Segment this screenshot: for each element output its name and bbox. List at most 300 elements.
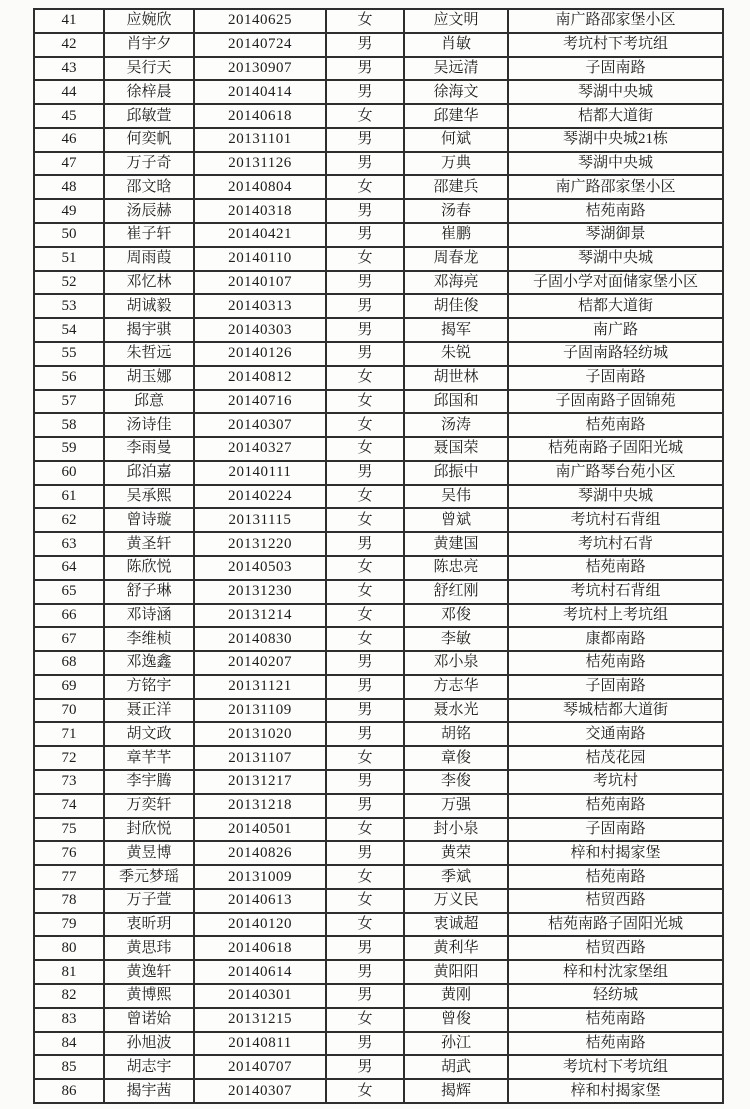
gender-cell: 男 (326, 675, 404, 699)
parent-name-cell: 季斌 (404, 865, 508, 889)
birth-date-cell: 20140120 (194, 913, 326, 937)
address-cell: 桔苑南路 (508, 1032, 723, 1056)
gender-cell: 男 (326, 199, 404, 223)
birth-date-cell: 20140707 (194, 1055, 326, 1079)
row-number-cell: 70 (34, 699, 104, 723)
birth-date-cell: 20140313 (194, 294, 326, 318)
gender-cell: 男 (326, 960, 404, 984)
child-name-cell: 何奕帆 (104, 128, 194, 152)
row-number-cell: 42 (34, 33, 104, 57)
table-row (34, 57, 723, 81)
child-name-cell: 曾诗璇 (104, 508, 194, 532)
child-name-cell: 黄思玮 (104, 936, 194, 960)
parent-name-cell: 方志华 (404, 675, 508, 699)
gender-cell: 男 (326, 936, 404, 960)
row-number-cell: 60 (34, 461, 104, 485)
gender-cell: 女 (326, 865, 404, 889)
gender-cell: 女 (326, 508, 404, 532)
address-cell: 桔茂花园 (508, 746, 723, 770)
table-row (34, 699, 723, 723)
gender-cell: 男 (326, 342, 404, 366)
gender-cell: 男 (326, 271, 404, 295)
gender-cell: 男 (326, 1055, 404, 1079)
table-row (34, 984, 723, 1008)
gender-cell: 男 (326, 33, 404, 57)
child-name-cell: 崔子轩 (104, 223, 194, 247)
row-number-cell: 67 (34, 627, 104, 651)
address-cell: 桔苑南路 (508, 556, 723, 580)
table-row (34, 247, 723, 271)
birth-date-cell: 20140830 (194, 627, 326, 651)
address-cell: 桔都大道街 (508, 294, 723, 318)
address-cell: 子固南路 (508, 675, 723, 699)
birth-date-cell: 20140716 (194, 390, 326, 414)
table-row (34, 413, 723, 437)
birth-date-cell: 20140303 (194, 318, 326, 342)
table-row (34, 271, 723, 295)
child-name-cell: 胡文政 (104, 722, 194, 746)
gender-cell: 女 (326, 746, 404, 770)
child-name-cell: 肖宇夕 (104, 33, 194, 57)
address-cell: 轻纺城 (508, 984, 723, 1008)
gender-cell: 女 (326, 627, 404, 651)
child-name-cell: 封欣悦 (104, 818, 194, 842)
row-number-cell: 57 (34, 390, 104, 414)
child-name-cell: 孙旭波 (104, 1032, 194, 1056)
gender-cell: 男 (326, 152, 404, 176)
birth-date-cell: 20140110 (194, 247, 326, 271)
child-name-cell: 徐梓晨 (104, 80, 194, 104)
child-name-cell: 李宇腾 (104, 770, 194, 794)
address-cell: 桔苑南路 (508, 794, 723, 818)
gender-cell: 女 (326, 366, 404, 390)
table-row (34, 508, 723, 532)
address-cell: 琴湖御景 (508, 223, 723, 247)
row-number-cell: 74 (34, 794, 104, 818)
row-number-cell: 52 (34, 271, 104, 295)
birth-date-cell: 20131218 (194, 794, 326, 818)
student-roster-table (33, 8, 724, 1104)
gender-cell: 男 (326, 461, 404, 485)
parent-name-cell: 胡铭 (404, 722, 508, 746)
table-row (34, 936, 723, 960)
row-number-cell: 45 (34, 104, 104, 128)
table-row (34, 818, 723, 842)
parent-name-cell: 揭辉 (404, 1079, 508, 1103)
table-row (34, 651, 723, 675)
birth-date-cell: 20140503 (194, 556, 326, 580)
row-number-cell: 59 (34, 437, 104, 461)
child-name-cell: 吴行天 (104, 57, 194, 81)
birth-date-cell: 20140318 (194, 199, 326, 223)
birth-date-cell: 20140724 (194, 33, 326, 57)
gender-cell: 男 (326, 1032, 404, 1056)
parent-name-cell: 邵建兵 (404, 175, 508, 199)
address-cell: 考坑村上考坑组 (508, 604, 723, 628)
child-name-cell: 舒子琳 (104, 580, 194, 604)
birth-date-cell: 20140111 (194, 461, 326, 485)
row-number-cell: 79 (34, 913, 104, 937)
table-row (34, 889, 723, 913)
parent-name-cell: 汤涛 (404, 413, 508, 437)
parent-name-cell: 黄荣 (404, 841, 508, 865)
address-cell: 子固南路 (508, 818, 723, 842)
row-number-cell: 75 (34, 818, 104, 842)
child-name-cell: 李雨曼 (104, 437, 194, 461)
parent-name-cell: 邱国和 (404, 390, 508, 414)
row-number-cell: 47 (34, 152, 104, 176)
table-row (34, 841, 723, 865)
row-number-cell: 81 (34, 960, 104, 984)
parent-name-cell: 徐海文 (404, 80, 508, 104)
address-cell: 桔苑南路子固阳光城 (508, 913, 723, 937)
birth-date-cell: 20140826 (194, 841, 326, 865)
address-cell: 南广路邵家堡小区 (508, 175, 723, 199)
row-number-cell: 43 (34, 57, 104, 81)
row-number-cell: 58 (34, 413, 104, 437)
birth-date-cell: 20140107 (194, 271, 326, 295)
parent-name-cell: 章俊 (404, 746, 508, 770)
table-row (34, 175, 723, 199)
gender-cell: 男 (326, 318, 404, 342)
birth-date-cell: 20140614 (194, 960, 326, 984)
table-row (34, 104, 723, 128)
row-number-cell: 80 (34, 936, 104, 960)
row-number-cell: 72 (34, 746, 104, 770)
birth-date-cell: 20140126 (194, 342, 326, 366)
parent-name-cell: 黄建国 (404, 532, 508, 556)
child-name-cell: 章芊芊 (104, 746, 194, 770)
parent-name-cell: 黄利华 (404, 936, 508, 960)
birth-date-cell: 20131107 (194, 746, 326, 770)
table-row (34, 627, 723, 651)
row-number-cell: 69 (34, 675, 104, 699)
address-cell: 康都南路 (508, 627, 723, 651)
gender-cell: 女 (326, 247, 404, 271)
parent-name-cell: 胡佳俊 (404, 294, 508, 318)
table-row (34, 223, 723, 247)
address-cell: 桔苑南路 (508, 413, 723, 437)
birth-date-cell: 20140207 (194, 651, 326, 675)
row-number-cell: 63 (34, 532, 104, 556)
row-number-cell: 54 (34, 318, 104, 342)
child-name-cell: 曾诺姶 (104, 1008, 194, 1032)
child-name-cell: 邱意 (104, 390, 194, 414)
address-cell: 琴湖中央城 (508, 485, 723, 509)
parent-name-cell: 曾俊 (404, 1008, 508, 1032)
row-number-cell: 46 (34, 128, 104, 152)
table-row (34, 390, 723, 414)
row-number-cell: 62 (34, 508, 104, 532)
gender-cell: 男 (326, 223, 404, 247)
address-cell: 桔苑南路 (508, 199, 723, 223)
address-cell: 子固南路 (508, 57, 723, 81)
table-row (34, 485, 723, 509)
birth-date-cell: 20140811 (194, 1032, 326, 1056)
address-cell: 南广路 (508, 318, 723, 342)
row-number-cell: 83 (34, 1008, 104, 1032)
address-cell: 琴湖中央城 (508, 80, 723, 104)
child-name-cell: 胡玉娜 (104, 366, 194, 390)
parent-name-cell: 万典 (404, 152, 508, 176)
row-number-cell: 65 (34, 580, 104, 604)
birth-date-cell: 20131109 (194, 699, 326, 723)
parent-name-cell: 舒红刚 (404, 580, 508, 604)
table-row (34, 1055, 723, 1079)
parent-name-cell: 邓俊 (404, 604, 508, 628)
child-name-cell: 李维桢 (104, 627, 194, 651)
table-row (34, 675, 723, 699)
parent-name-cell: 朱锐 (404, 342, 508, 366)
address-cell: 桔苑南路 (508, 651, 723, 675)
parent-name-cell: 万强 (404, 794, 508, 818)
address-cell: 考坑村石背组 (508, 508, 723, 532)
row-number-cell: 53 (34, 294, 104, 318)
table-row (34, 1079, 723, 1103)
birth-date-cell: 20140613 (194, 889, 326, 913)
child-name-cell: 黄昱博 (104, 841, 194, 865)
table-row (34, 1008, 723, 1032)
parent-name-cell: 周春龙 (404, 247, 508, 271)
address-cell: 考坑村石背 (508, 532, 723, 556)
birth-date-cell: 20140618 (194, 104, 326, 128)
parent-name-cell: 胡武 (404, 1055, 508, 1079)
table-row (34, 152, 723, 176)
address-cell: 琴湖中央城 (508, 152, 723, 176)
row-number-cell: 56 (34, 366, 104, 390)
address-cell: 子固南路 (508, 366, 723, 390)
child-name-cell: 周雨葭 (104, 247, 194, 271)
row-number-cell: 44 (34, 80, 104, 104)
address-cell: 考坑村下考坑组 (508, 33, 723, 57)
parent-name-cell: 汤春 (404, 199, 508, 223)
child-name-cell: 汤辰赫 (104, 199, 194, 223)
row-number-cell: 55 (34, 342, 104, 366)
parent-name-cell: 衷诚超 (404, 913, 508, 937)
table-row (34, 437, 723, 461)
row-number-cell: 73 (34, 770, 104, 794)
child-name-cell: 吴承熙 (104, 485, 194, 509)
gender-cell: 男 (326, 532, 404, 556)
parent-name-cell: 封小泉 (404, 818, 508, 842)
address-cell: 桔苑南路 (508, 1008, 723, 1032)
address-cell: 子固南路子固锦苑 (508, 390, 723, 414)
table-row (34, 33, 723, 57)
child-name-cell: 汤诗佳 (104, 413, 194, 437)
row-number-cell: 48 (34, 175, 104, 199)
gender-cell: 女 (326, 437, 404, 461)
child-name-cell: 邓逸鑫 (104, 651, 194, 675)
row-number-cell: 49 (34, 199, 104, 223)
row-number-cell: 76 (34, 841, 104, 865)
parent-name-cell: 陈忠亮 (404, 556, 508, 580)
address-cell: 琴湖中央城 (508, 247, 723, 271)
parent-name-cell: 李俊 (404, 770, 508, 794)
child-name-cell: 方铭宇 (104, 675, 194, 699)
address-cell: 考坑村 (508, 770, 723, 794)
table-row (34, 532, 723, 556)
parent-name-cell: 崔鹏 (404, 223, 508, 247)
table-row (34, 199, 723, 223)
address-cell: 南广路琴台苑小区 (508, 461, 723, 485)
gender-cell: 男 (326, 294, 404, 318)
birth-date-cell: 20140804 (194, 175, 326, 199)
gender-cell: 女 (326, 604, 404, 628)
birth-date-cell: 20131115 (194, 508, 326, 532)
birth-date-cell: 20131214 (194, 604, 326, 628)
address-cell: 琴湖中央城21栋 (508, 128, 723, 152)
table-row (34, 770, 723, 794)
row-number-cell: 50 (34, 223, 104, 247)
birth-date-cell: 20140327 (194, 437, 326, 461)
gender-cell: 男 (326, 794, 404, 818)
table-row (34, 9, 723, 33)
child-name-cell: 黄博熙 (104, 984, 194, 1008)
parent-name-cell: 邱振中 (404, 461, 508, 485)
table-row (34, 865, 723, 889)
parent-name-cell: 吴伟 (404, 485, 508, 509)
child-name-cell: 揭宇茜 (104, 1079, 194, 1103)
table-row (34, 1032, 723, 1056)
gender-cell: 女 (326, 580, 404, 604)
birth-date-cell: 20140301 (194, 984, 326, 1008)
row-number-cell: 86 (34, 1079, 104, 1103)
child-name-cell: 万奕轩 (104, 794, 194, 818)
table-row (34, 294, 723, 318)
birth-date-cell: 20140307 (194, 1079, 326, 1103)
child-name-cell: 朱哲远 (104, 342, 194, 366)
address-cell: 子固南路轻纺城 (508, 342, 723, 366)
birth-date-cell: 20130907 (194, 57, 326, 81)
table-row (34, 366, 723, 390)
row-number-cell: 85 (34, 1055, 104, 1079)
birth-date-cell: 20131220 (194, 532, 326, 556)
birth-date-cell: 20131230 (194, 580, 326, 604)
parent-name-cell: 孙江 (404, 1032, 508, 1056)
address-cell: 琴城桔都大道街 (508, 699, 723, 723)
gender-cell: 女 (326, 390, 404, 414)
gender-cell: 女 (326, 175, 404, 199)
address-cell: 梓和村沈家堡组 (508, 960, 723, 984)
address-cell: 桔都大道街 (508, 104, 723, 128)
parent-name-cell: 聂水光 (404, 699, 508, 723)
row-number-cell: 71 (34, 722, 104, 746)
parent-name-cell: 吴远清 (404, 57, 508, 81)
parent-name-cell: 何斌 (404, 128, 508, 152)
table-row (34, 960, 723, 984)
table-row (34, 461, 723, 485)
child-name-cell: 黄逸轩 (104, 960, 194, 984)
child-name-cell: 邱敏萱 (104, 104, 194, 128)
parent-name-cell: 曾斌 (404, 508, 508, 532)
gender-cell: 女 (326, 485, 404, 509)
gender-cell: 男 (326, 984, 404, 1008)
gender-cell: 女 (326, 889, 404, 913)
address-cell: 桔贸西路 (508, 936, 723, 960)
row-number-cell: 41 (34, 9, 104, 33)
table-row (34, 794, 723, 818)
table-row (34, 80, 723, 104)
birth-date-cell: 20140421 (194, 223, 326, 247)
parent-name-cell: 万义民 (404, 889, 508, 913)
row-number-cell: 77 (34, 865, 104, 889)
address-cell: 南广路邵家堡小区 (508, 9, 723, 33)
child-name-cell: 万子萱 (104, 889, 194, 913)
row-number-cell: 61 (34, 485, 104, 509)
gender-cell: 女 (326, 1079, 404, 1103)
parent-name-cell: 黄阳阳 (404, 960, 508, 984)
parent-name-cell: 聂国荣 (404, 437, 508, 461)
gender-cell: 男 (326, 651, 404, 675)
child-name-cell: 揭宇骐 (104, 318, 194, 342)
gender-cell: 女 (326, 818, 404, 842)
parent-name-cell: 肖敏 (404, 33, 508, 57)
parent-name-cell: 胡世林 (404, 366, 508, 390)
address-cell: 考坑村下考坑组 (508, 1055, 723, 1079)
address-cell: 桔贸西路 (508, 889, 723, 913)
table-row (34, 746, 723, 770)
birth-date-cell: 20131101 (194, 128, 326, 152)
table-row (34, 580, 723, 604)
child-name-cell: 季元梦瑶 (104, 865, 194, 889)
address-cell: 桔苑南路 (508, 865, 723, 889)
parent-name-cell: 邓海亮 (404, 271, 508, 295)
birth-date-cell: 20131009 (194, 865, 326, 889)
child-name-cell: 邱泊嘉 (104, 461, 194, 485)
child-name-cell: 衷昕玥 (104, 913, 194, 937)
gender-cell: 女 (326, 104, 404, 128)
row-number-cell: 66 (34, 604, 104, 628)
child-name-cell: 黄圣轩 (104, 532, 194, 556)
roster-body (34, 9, 723, 1103)
table-row (34, 604, 723, 628)
gender-cell: 女 (326, 1008, 404, 1032)
birth-date-cell: 20131126 (194, 152, 326, 176)
table-row (34, 913, 723, 937)
birth-date-cell: 20140618 (194, 936, 326, 960)
gender-cell: 女 (326, 9, 404, 33)
table-row (34, 342, 723, 366)
child-name-cell: 陈欣悦 (104, 556, 194, 580)
child-name-cell: 万子奇 (104, 152, 194, 176)
gender-cell: 男 (326, 699, 404, 723)
birth-date-cell: 20140307 (194, 413, 326, 437)
gender-cell: 男 (326, 722, 404, 746)
gender-cell: 女 (326, 913, 404, 937)
gender-cell: 男 (326, 841, 404, 865)
gender-cell: 女 (326, 413, 404, 437)
parent-name-cell: 邓小泉 (404, 651, 508, 675)
child-name-cell: 邵文晗 (104, 175, 194, 199)
gender-cell: 男 (326, 57, 404, 81)
parent-name-cell: 李敏 (404, 627, 508, 651)
row-number-cell: 68 (34, 651, 104, 675)
parent-name-cell: 邱建华 (404, 104, 508, 128)
row-number-cell: 78 (34, 889, 104, 913)
row-number-cell: 64 (34, 556, 104, 580)
address-cell: 子固小学对面储家堡小区 (508, 271, 723, 295)
row-number-cell: 82 (34, 984, 104, 1008)
birth-date-cell: 20140414 (194, 80, 326, 104)
address-cell: 考坑村石背组 (508, 580, 723, 604)
birth-date-cell: 20131020 (194, 722, 326, 746)
table-row (34, 722, 723, 746)
child-name-cell: 邓忆林 (104, 271, 194, 295)
birth-date-cell: 20140625 (194, 9, 326, 33)
gender-cell: 男 (326, 128, 404, 152)
gender-cell: 女 (326, 556, 404, 580)
parent-name-cell: 应文明 (404, 9, 508, 33)
